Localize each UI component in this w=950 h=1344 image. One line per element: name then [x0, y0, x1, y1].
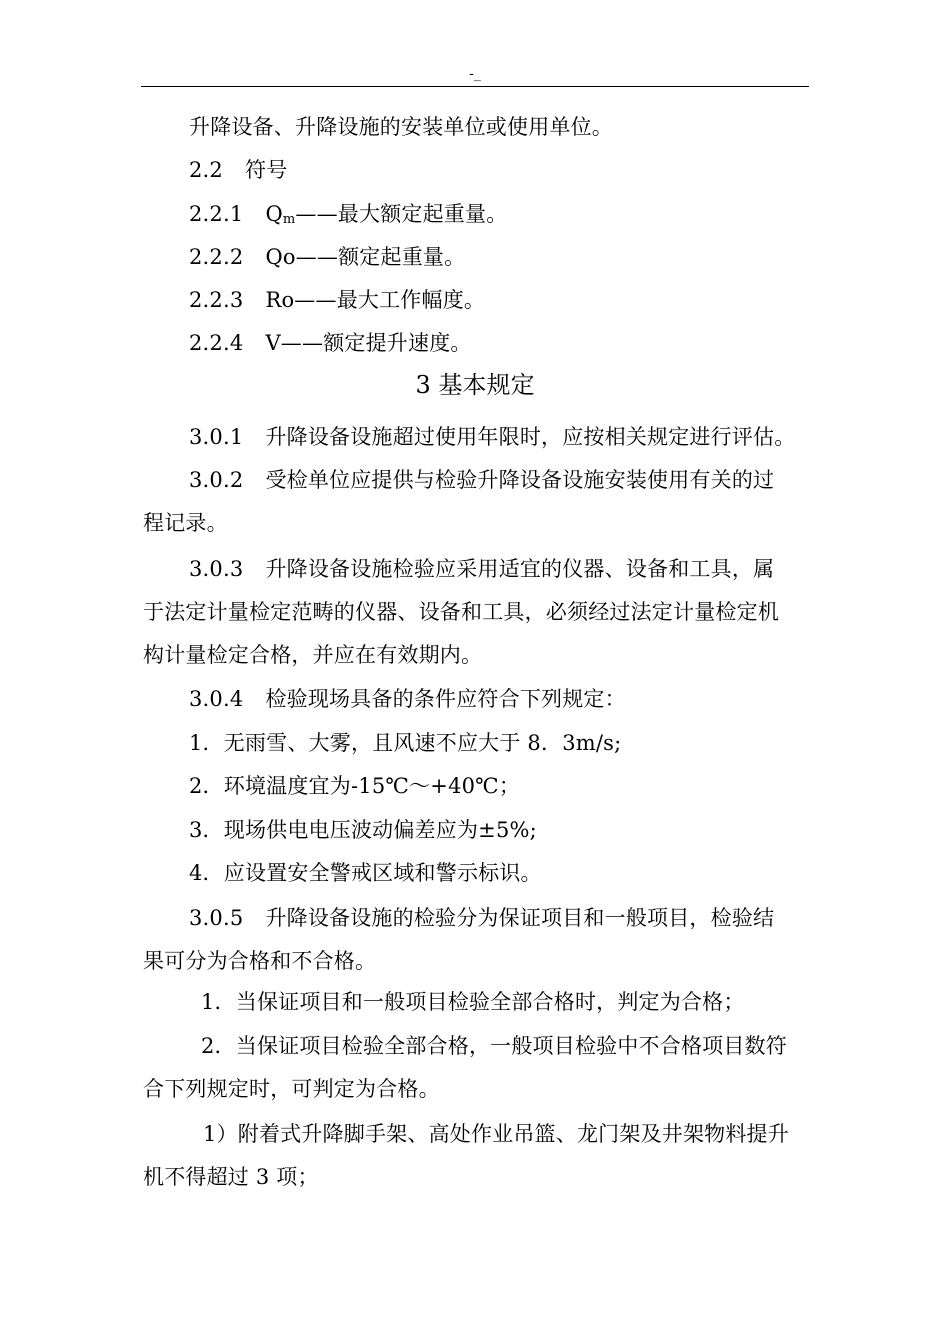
text-line-continuation: [143, 597, 779, 627]
line-text: 3．现场供电电压波动偏差应为±5%;: [189, 818, 537, 842]
line-text: 果可分为合格和不合格。: [143, 949, 377, 973]
clause-number: 3.0.4: [189, 687, 244, 711]
header-rule: [141, 86, 809, 87]
clause-number: 2.2.4: [189, 331, 244, 355]
clause-number: 2.2.2: [189, 245, 244, 269]
clause-text: Ro——最大工作幅度。: [265, 288, 486, 312]
clause-text: Qo——额定起重量。: [265, 245, 466, 269]
clause-2-2-1: [189, 199, 507, 229]
clause-3-0-4: [189, 684, 626, 714]
line-text: 1．当保证项目和一般项目检验全部合格时，判定为合格；: [201, 990, 745, 1014]
clause-number: 2.2: [189, 158, 223, 182]
line-text: 升降设备、升降设施的安装单位或使用单位。: [189, 115, 613, 139]
clause-2-2-2: [189, 242, 465, 272]
sub-sub-item-1: [203, 1119, 789, 1149]
clause-text: 符号: [245, 158, 288, 182]
clause-text: 升降设备设施超过使用年限时，应按相关规定进行评估。: [265, 425, 796, 449]
clause-text: V——额定提升速度。: [265, 331, 472, 355]
list-item-1: [189, 728, 621, 758]
text-line-continuation: [143, 1162, 319, 1192]
clause-3-0-5: [189, 903, 774, 933]
line-text: 2．环境温度宜为-15℃～+40℃；: [189, 774, 521, 798]
clause-number: 3.0.2: [189, 468, 244, 492]
line-text: 程记录。: [143, 511, 228, 535]
clause-text: 升降设备设施检验应采用适宜的仪器、设备和工具，属: [265, 557, 775, 581]
clause-number: 3.0.3: [189, 557, 244, 581]
section-title: 3 基本规定: [415, 371, 535, 399]
text-line-1: [189, 112, 613, 142]
text-line-continuation: [143, 640, 482, 670]
line-text: 2．当保证项目检验全部合格，一般项目检验中不合格项目数符: [201, 1034, 787, 1058]
clause-number: 3.0.5: [189, 906, 244, 930]
line-text: 于法定计量检定范畴的仪器、设备和工具，必须经过法定计量检定机: [143, 600, 779, 624]
clause-2-2: [189, 155, 287, 185]
line-text: 构计量检定合格，并应在有效期内。: [143, 643, 483, 667]
clause-3-0-3: [189, 554, 774, 584]
clause-number: 3.0.1: [189, 425, 244, 449]
page-header-mark: -_: [469, 66, 481, 82]
clause-text: 受检单位应提供与检验升降设备设施安装使用有关的过: [265, 468, 775, 492]
sub-item-1: [201, 987, 745, 1017]
clause-2-2-4: [189, 328, 472, 358]
clause-number: 2.2.1: [189, 202, 244, 226]
symbol-q: Q: [265, 202, 283, 226]
list-item-3: [189, 815, 537, 845]
line-text: 4．应设置安全警戒区域和警示标识。: [189, 861, 542, 885]
clause-text: 升降设备设施的检验分为保证项目和一般项目，检验结: [265, 906, 775, 930]
list-item-2: [189, 771, 520, 801]
clause-number: 2.2.3: [189, 288, 244, 312]
clause-2-2-3: [189, 285, 485, 315]
list-item-4: [189, 858, 542, 888]
clause-3-0-2: [189, 465, 774, 495]
text-line-continuation: [143, 508, 228, 538]
text-line-continuation: [143, 1074, 440, 1104]
text-line-continuation: [143, 946, 376, 976]
clause-text: 检验现场具备的条件应符合下列规定：: [265, 687, 626, 711]
line-text: 1．无雨雪、大雾，且风速不应大于 8．3m/s;: [189, 731, 622, 755]
symbol-subscript: m: [282, 212, 296, 227]
clause-text: ——最大额定起重量。: [295, 202, 508, 226]
clause-3-0-1: [189, 422, 795, 452]
line-text: 机不得超过 3 项；: [143, 1165, 319, 1189]
line-text: 合下列规定时，可判定为合格。: [143, 1077, 440, 1101]
sub-item-2: [201, 1031, 787, 1061]
line-text: 1）附着式升降脚手架、高处作业吊篮、龙门架及井架物料提升: [203, 1122, 789, 1146]
